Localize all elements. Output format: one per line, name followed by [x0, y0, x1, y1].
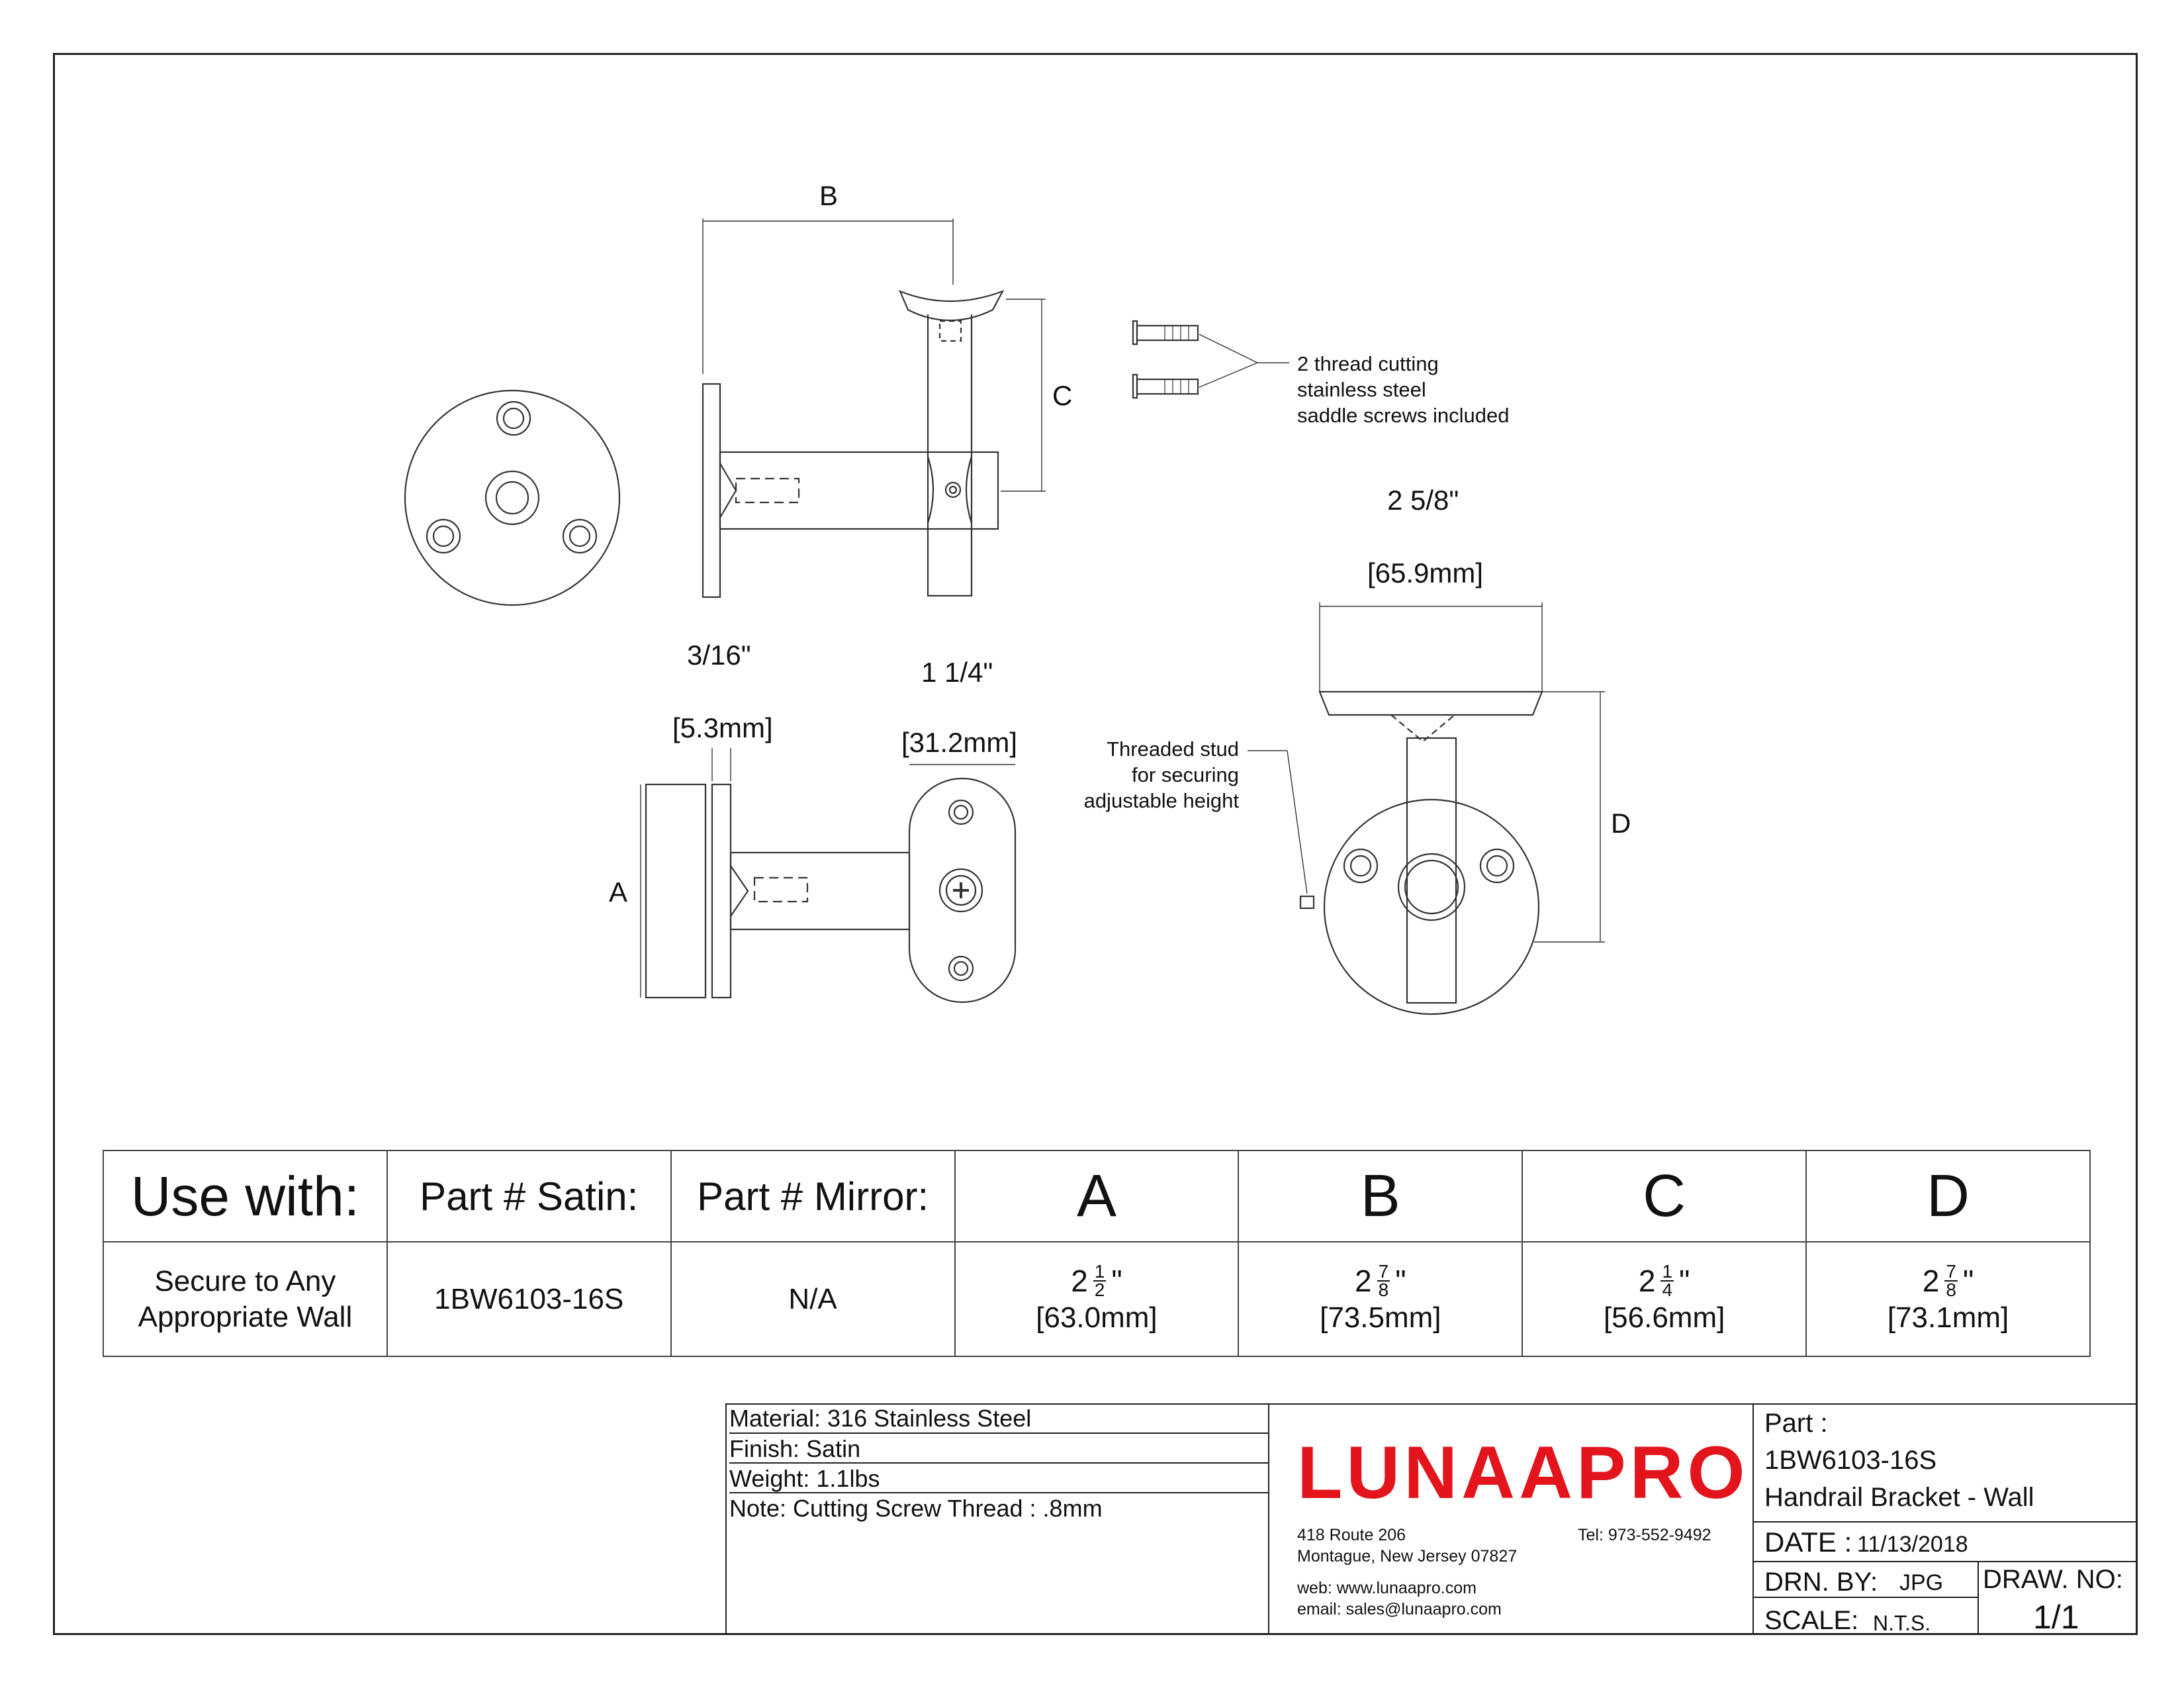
metric-value: [56.6mm]: [1603, 1301, 1725, 1334]
screw-note-line: saddle screws included: [1297, 404, 1510, 427]
part-description: Handrail Bracket - Wall: [1764, 1483, 2034, 1512]
fraction-numerator: 7: [1946, 1260, 1956, 1282]
header-part-satin: Part # Satin:: [387, 1150, 671, 1242]
weight-field: Weight: 1.1lbs: [729, 1464, 1269, 1493]
metric-value: [73.5mm]: [1320, 1301, 1441, 1334]
stud-note-line: Threaded stud: [1107, 737, 1239, 761]
header-part-mirror: Part # Mirror:: [671, 1150, 955, 1242]
dim-label-d: D: [1611, 808, 1631, 839]
address-line: Montague, New Jersey 07827: [1297, 1547, 1518, 1566]
inch-mark: ": [1395, 1263, 1406, 1298]
bracket-top-view: [641, 748, 1015, 1002]
inch-mark: ": [1679, 1263, 1690, 1298]
material-field: Material: 316 Stainless Steel: [729, 1403, 1269, 1434]
note-field: Note: Cutting Screw Thread : .8mm: [729, 1495, 1103, 1522]
fraction-whole: 2: [1922, 1263, 1940, 1298]
date-label: DATE :: [1764, 1526, 1852, 1558]
fraction-whole: 2: [1071, 1263, 1088, 1298]
scale-value: N.T.S.: [1873, 1611, 1931, 1635]
saddle-width-imperial: 2 5/8": [1387, 485, 1459, 516]
bracket-side-view: [703, 218, 1046, 597]
saddle-width-metric: [65.9mm]: [1367, 557, 1484, 588]
header-d: D: [1806, 1150, 2090, 1242]
header-use-with: Use with:: [103, 1150, 387, 1242]
fraction-denominator: 4: [1662, 1279, 1673, 1300]
part-label: Part :: [1764, 1409, 1828, 1438]
cell-part-mirror: N/A: [671, 1242, 955, 1356]
fraction-numerator: 1: [1094, 1260, 1105, 1282]
saddle-thickness-imperial: 1 1/4": [921, 657, 993, 688]
finish-field: Finish: Satin: [729, 1434, 1269, 1464]
cell-part-satin: 1BW6103-16S: [387, 1242, 671, 1356]
fraction-whole: 2: [1638, 1263, 1656, 1298]
fraction-numerator: 1: [1662, 1260, 1673, 1282]
use-with-line: Appropriate Wall: [138, 1300, 353, 1333]
email-address: email: sales@lunaapro.com: [1297, 1600, 1502, 1618]
draw-no-label: DRAW. NO:: [1983, 1565, 2123, 1594]
company-contact: [1297, 1577, 1502, 1620]
fraction-numerator: 7: [1378, 1260, 1389, 1282]
stud-note: [1069, 736, 1239, 814]
plate-thickness-metric: [5.3mm]: [672, 712, 773, 743]
spec-data-row: [103, 1242, 2090, 1356]
part-number: 1BW6103-16S: [1764, 1446, 1937, 1475]
header-a: A: [955, 1150, 1239, 1242]
fraction-denominator: 8: [1946, 1279, 1956, 1300]
fraction-a: [1071, 1260, 1122, 1300]
screw-note-line: 2 thread cutting: [1297, 352, 1439, 375]
metric-value: [73.1mm]: [1887, 1301, 2009, 1334]
part-info: [1764, 1405, 2034, 1516]
header-b: B: [1238, 1150, 1522, 1242]
screw-note-line: stainless steel: [1297, 378, 1426, 401]
spec-header-row: [103, 1150, 2090, 1242]
saddle-thickness-metric: [31.2mm]: [901, 727, 1018, 758]
inch-mark: ": [1111, 1263, 1122, 1298]
date-value: 11/13/2018: [1857, 1532, 1968, 1557]
dim-label-b: B: [819, 180, 839, 211]
cell-dim-d: [1806, 1242, 2090, 1356]
scale-label: SCALE:: [1764, 1606, 1859, 1635]
fraction-whole: 2: [1355, 1263, 1372, 1298]
fraction-denominator: 2: [1094, 1279, 1105, 1300]
cell-use-with: [103, 1242, 387, 1356]
cell-dim-a: [955, 1242, 1239, 1356]
dim-label-a: A: [609, 876, 628, 908]
fraction-denominator: 8: [1378, 1279, 1389, 1300]
fraction-c: [1638, 1260, 1690, 1300]
cell-dim-b: [1238, 1242, 1522, 1356]
address-line: 418 Route 206: [1297, 1526, 1406, 1544]
use-with-line: Secure to Any: [154, 1264, 336, 1297]
cell-dim-c: [1522, 1242, 1806, 1356]
plate-thickness-imperial: 3/16": [687, 639, 751, 671]
header-c: C: [1522, 1150, 1806, 1242]
stud-note-line: for securing: [1132, 763, 1239, 786]
plate-front-view: [405, 391, 619, 605]
company-tel: Tel: 973-552-9492: [1578, 1526, 1711, 1544]
metric-value: [63.0mm]: [1036, 1301, 1158, 1334]
fraction-d: [1922, 1260, 1974, 1300]
stud-note-line: adjustable height: [1083, 789, 1239, 812]
draw-no-value: 1/1: [2033, 1599, 2079, 1636]
drawn-by-label: DRN. BY:: [1764, 1568, 1878, 1597]
company-logo: LUNAAPRO: [1297, 1431, 1749, 1514]
web-address: web: www.lunaapro.com: [1297, 1579, 1477, 1597]
spec-table: [103, 1150, 2091, 1357]
fraction-b: [1355, 1260, 1406, 1300]
bracket-rear-view: [1248, 602, 1605, 1014]
company-address: [1297, 1524, 1517, 1567]
drawn-by-value: JPG: [1899, 1570, 1944, 1595]
screw-note: [1297, 351, 1510, 428]
saddle-screws: [1133, 321, 1289, 398]
dim-label-c: C: [1052, 380, 1073, 411]
inch-mark: ": [1962, 1263, 1974, 1298]
